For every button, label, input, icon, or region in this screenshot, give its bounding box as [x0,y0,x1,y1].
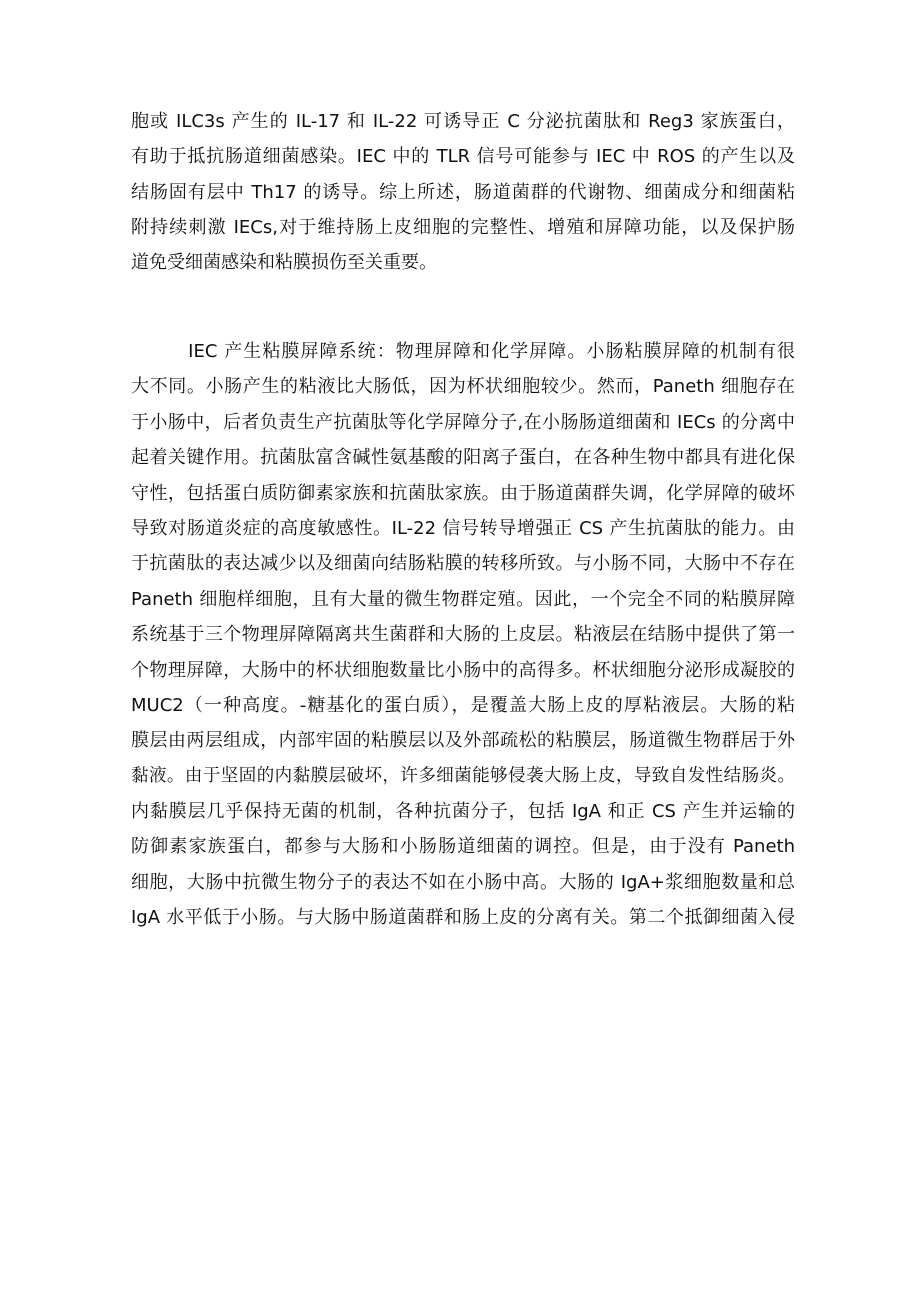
text-line: 导致对肠道炎症的高度敏感性。IL-22 信号转导增强正 CS 产生抗菌肽的能力。由 [131,517,795,539]
text-line: 黏液。由于坚固的内黏膜层破坏，许多细菌能够侵袭大肠上皮，导致自发性结肠炎。 [131,765,795,786]
text-line: 大不同。小肠产生的粘液比大肠低，因为杯状细胞较少。然而，Paneth 细胞存在 [131,376,795,398]
text-line: 细胞，大肠中抗微生物分子的表达不如在小肠中高。大肠的 IgA+浆细胞数量和总 [131,871,795,893]
text-line: IEC 产生粘膜屏障系统：物理屏障和化学屏障。小肠粘膜屏障的机制有很 [131,341,795,362]
text-line: 内黏膜层几乎保持无菌的机制，各种抗菌分子，包括 IgA 和正 CS 产生并运输的 [131,801,795,823]
text-line: 道免受细菌感染和粘膜损伤至关重要。 [131,252,437,274]
text-line: Paneth 细胞样细胞，且有大量的微生物群定殖。因此，一个完全不同的粘膜屏障 [131,588,795,610]
text-line: 附持续刺激 IECs,对于维持肠上皮细胞的完整性、增殖和屏障功能，以及保护肠 [131,216,795,238]
paragraph-2 [131,334,795,936]
paragraph-1 [131,104,795,280]
text-line: 胞或 ILC3s 产生的 IL-17 和 IL-22 可诱导正 C 分泌抗菌肽和 Reg3 家族蛋白， [131,111,795,132]
text-line: 于小肠中，后者负责生产抗菌肽等化学屏障分子,在小肠肠道细菌和 IECs 的分离中 [131,411,795,433]
text-line: MUC2（一种高度。-糖基化的蛋白质），是覆盖大肠上皮的厚粘液层。大肠的粘 [131,694,795,716]
text-line: 有助于抵抗肠道细菌感染。IEC 中的 TLR 信号可能参与 IEC 中 ROS 的产生以及 [131,146,795,168]
text-line: 结肠固有层中 Th17 的诱导。综上所述，肠道菌群的代谢物、细菌成分和细菌粘 [131,181,795,203]
text-line: 系统基于三个物理屏障隔离共生菌群和大肠的上皮层。粘液层在结肠中提供了第一 [131,624,795,646]
text-line: IgA 水平低于小肠。与大肠中肠道菌群和肠上皮的分离有关。第二个抵御细菌入侵 [131,907,795,929]
text-line: 守性，包括蛋白质防御素家族和抗菌肽家族。由于肠道菌群失调，化学屏障的破坏 [131,482,795,504]
text-line: 膜层由两层组成，内部牢固的粘膜层以及外部疏松的粘膜层，肠道微生物群居于外 [131,730,795,752]
text-line: 防御素家族蛋白，都参与大肠和小肠肠道细菌的调控。但是，由于没有 Paneth [131,836,795,858]
text-line: 个物理屏障，大肠中的杯状细胞数量比小肠中的高得多。杯状细胞分泌形成凝胶的 [131,659,795,681]
text-line: 起着关键作用。抗菌肽富含碱性氨基酸的阳离子蛋白，在各种生物中都具有进化保 [131,447,795,469]
text-line: 于抗菌肽的表达减少以及细菌向结肠粘膜的转移所致。与小肠不同，大肠中不存在 [131,553,795,575]
